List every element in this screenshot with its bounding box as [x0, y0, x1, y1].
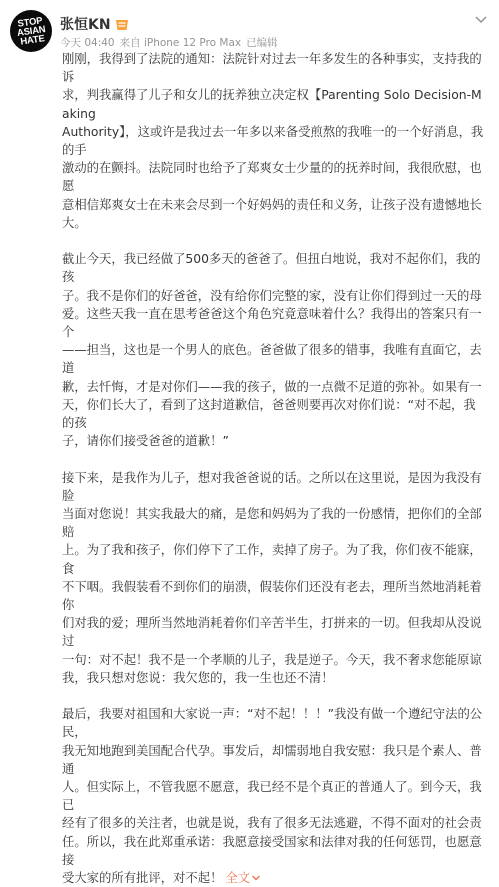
post-body — [62, 50, 487, 887]
post-paragraph: 接下来，是我作为儿子，想对我爸爸说的话。之所以在这里说，是因为我没有脸 当面对您说！其实我最大的痛，是您和妈妈为了我的一份感情，把你们的全部赔 上。为了我和孩子，你们停下了工作，卖掉了房子。为了我，你们夜不能寐，食 不下咽。我假装看不到你们的崩溃，假装你们还没有老去，理所当然地消耗着你 们对我的爱；理所当然地消耗着你们辛苦半生，打拼来的一切。但我却从没说过 一句：对不起！我不是一个孝顺的儿子，我是逆子。今天，我不奢求您能原谅 我，我只想对您说：我欠您的，我一生也还不清！ — [62, 470, 482, 685]
post-paragraph-last — [62, 705, 487, 887]
author-name[interactable]: 张恒KN — [60, 17, 111, 33]
expand-full-text-link[interactable] — [225, 871, 261, 885]
expand-label: 全文 — [225, 871, 251, 886]
post-paragraph: 刚刚，我得到了法院的通知：法院针对过去一年多发生的各种事实，支持我的诉 求，判我赢得了儿子和女儿的抚养独立决定权【Parenting Solo Decision-Making Authority】，这或许是我过去一年多以来备受煎熬的我唯一的一个好消息，我的手 激动的在颤抖。法院同时也给予了郑爽女士少量的的抚养时间，我很欣慰，也愿 意相信郑爽女士在未来会尽到一个好妈妈的责任和义务，让孩子没有遗憾地长 大。 — [62, 52, 484, 230]
post-header — [0, 0, 499, 52]
avatar[interactable] — [10, 10, 52, 52]
post-time: 今天 04:40 — [60, 37, 115, 49]
post-edited[interactable]: 已编辑 — [246, 37, 278, 49]
author-row — [60, 14, 130, 34]
post-paragraph-text: 最后，我要对祖国和大家说一声：“对不起！！！”我没有做一个遵纪守法的公民， 我无知地跑到美国配合代孕。事发后，却懦弱地自我安慰：我只是个素人、普通 人。但实际上，不管我愿不愿意，我已经不是个真正的普通人了。到今天，我已 经有了很多的关注者，也就是说，我有了很多无法逃避，不得不面对的社会责 任。所以，我在此郑重承诺：我愿意接受国家和法律对我的任何惩罚，也愿意接 受大家的所有批评，对不起！ — [62, 707, 483, 886]
rank-badge-icon[interactable] — [114, 17, 130, 31]
avatar-logo-text: STOP ASIAN HATE — [16, 14, 46, 48]
post-meta — [60, 35, 283, 50]
post-paragraph: 截止今天，我已经做了500多天的爸爸了。但扭白地说，我对不起你们，我的孩 子。我不是你们的好爸爸，没有给你们完整的家，没有让你们得到过一天的母 爱。这些天我一直在思考爸爸这个角色究竟意味着什么？我得出的答案只有一个 ——担当，这也是一个男人的底色。爸爸做了很多的错事，我唯有直面它，去道 歉，去忏悔，才是对你们——我的孩子，做的一点微不足道的弥补。如果有一 天，你们长大了，看到了这封道歉信，爸爸则要再次对你们说：“对不起，我的孩 子，请你们接受爸爸的道歉！” — [62, 252, 482, 449]
chevron-down-icon[interactable] — [475, 16, 487, 24]
arrow-down-icon — [251, 873, 261, 883]
post-source[interactable]: 来自 iPhone 12 Pro Max — [119, 37, 242, 49]
